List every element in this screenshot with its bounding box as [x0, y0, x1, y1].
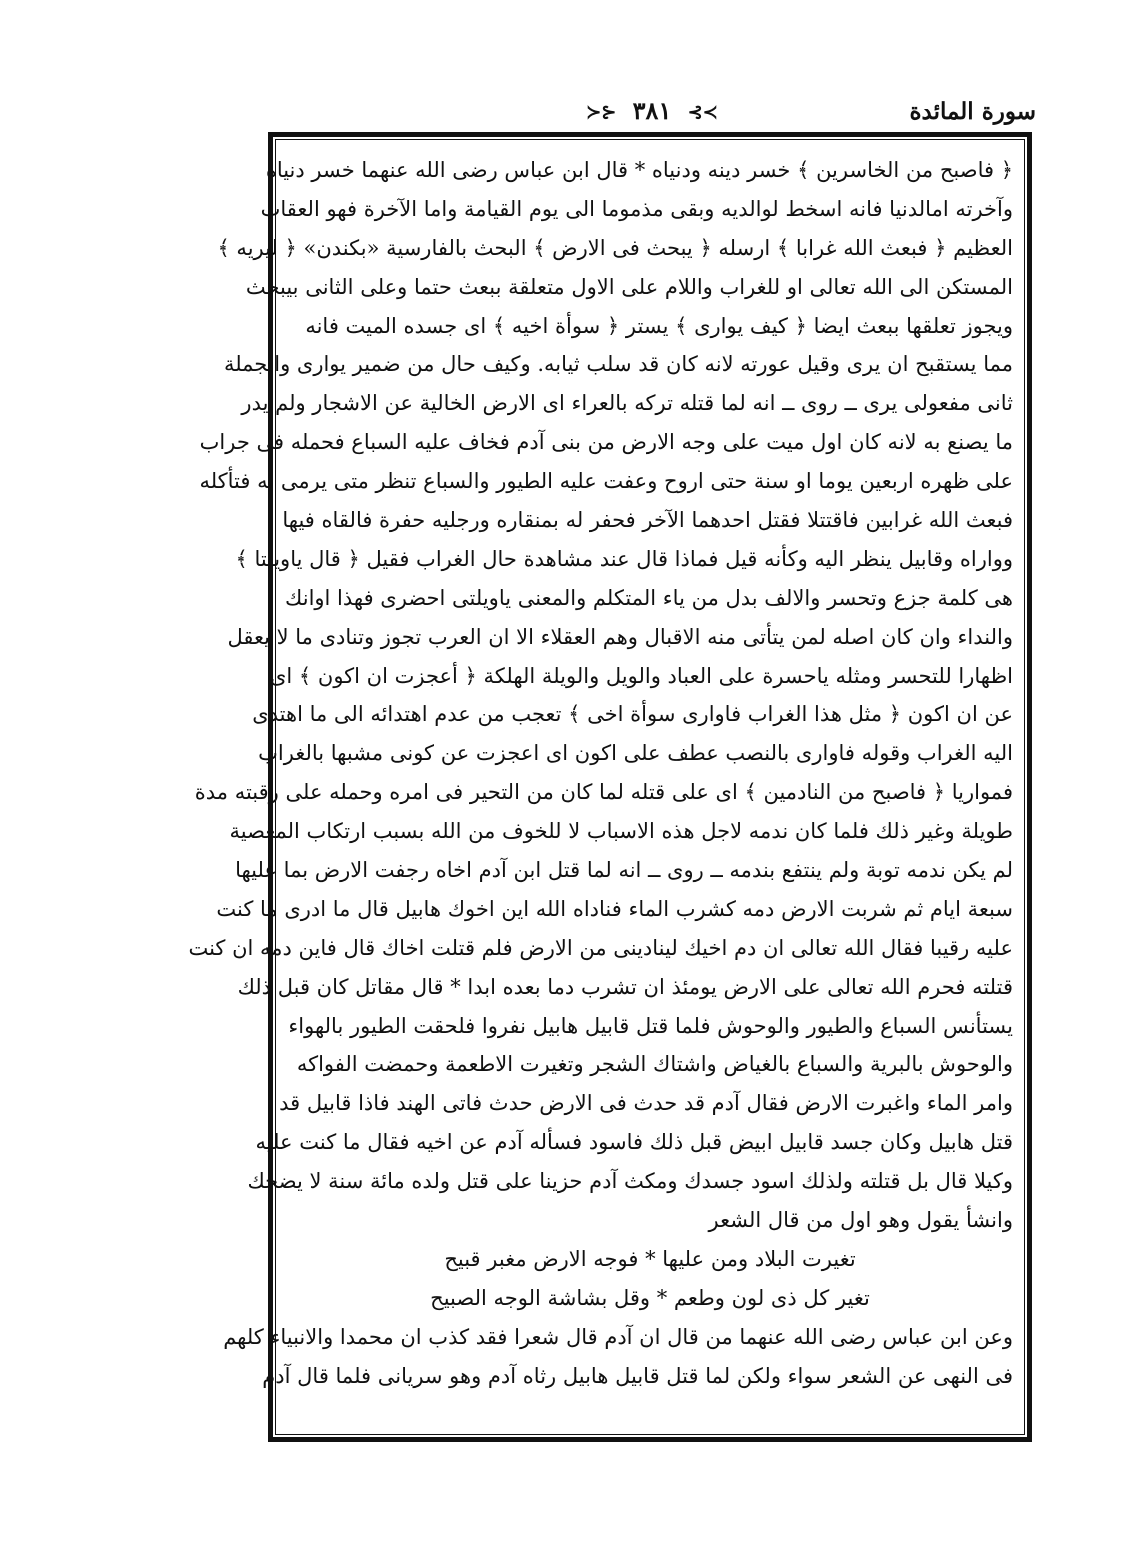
- text-line: طويلة وغير ذلك فلما كان ندمه لاجل هذه الاسباب لا للخوف من الله بسبب ارتكاب المعصية: [229, 819, 1013, 844]
- text-line: فى النهى عن الشعر سواء ولكن لما قتل قابيل هابيل رثاه آدم وهو سريانى فلما قال آدم: [262, 1363, 1013, 1388]
- text-line: عن ان اكون ﴿ مثل هذا الغراب فاوارى سوأة اخى ﴾ تعجب من عدم اهتدائه الى ما اهتدى: [252, 702, 1013, 727]
- text-line: والوحوش بالبرية والسباع بالغياض واشتاك الشجر وتغيرت الاطعمة وحمضت الفواكه: [296, 1052, 1013, 1077]
- page-header: [268, 96, 1036, 130]
- text-line: فبعث الله غرابين فاقتتلا فقتل احدهما الآخر فحفر له بمنقاره ورجليه حفرة فالقاه فيها: [282, 508, 1013, 533]
- text-line: المستكن الى الله تعالى او للغراب واللام على الاول متعلقة ببعث حتما وعلى الثانى بيبحث: [245, 274, 1013, 299]
- text-line: ﴿ فاصبح من الخاسرين ﴾ خسر دينه ودنياه * قال ابن عباس رضى الله عنهما خسر دنياه: [265, 158, 1013, 182]
- page-number-block: [586, 96, 718, 125]
- text-line: لم يكن ندمه توبة ولم ينتفع بندمه ــ روى ــ انه لما قتل ابن آدم اخاه رجفت الارض بما عليها: [235, 858, 1013, 883]
- text-line: العظيم ﴿ فبعث الله غرابا ﴾ ارسله ﴿ يبحث فى الارض ﴾ البحث بالفارسية «بكندن» ﴿ ليريه ﴾: [217, 235, 1013, 260]
- text-line: وواراه وقابيل ينظر اليه وكأنه قيل فماذا قال عند مشاهدة حال الغراب فقيل ﴿ قال ياويلتا ﴾: [235, 546, 1013, 571]
- text-line: وامر الماء واغبرت الارض فقال آدم قد حدث فى الارض حدث فاتى الهند فاذا قابيل قد: [279, 1091, 1013, 1116]
- text-frame: [188, 132, 1032, 1442]
- ornament-left-icon: ⊰≺: [586, 102, 617, 123]
- text-line: وانشأ يقول وهو اول من قال الشعر: [708, 1208, 1013, 1233]
- text-line: على ظهره اربعين يوما او سنة حتى اروح وعفت عليه الطيور والسباع تنظر متى يرمى به فتأكله: [199, 469, 1013, 494]
- poem-verse: تغيرت البلاد ومن عليها * فوجه الارض مغبر قبيح: [444, 1246, 856, 1271]
- text-line: ويجوز تعلقها ببعث ايضا ﴿ كيف يوارى ﴾ يستر ﴿ سوأة اخيه ﴾ اى جسده الميت فانه: [305, 313, 1013, 338]
- text-line: اظهارا للتحسر ومثله ياحسرة على العباد والويل والويلة الهلكة ﴿ أعجزت ان اكون ﴾ اى: [269, 663, 1013, 688]
- sura-title: سورة المائدة: [909, 98, 1036, 125]
- text-line: ما يصنع به لانه كان اول ميت على وجه الارض من بنى آدم فخاف عليه السباع فحمله فى جراب: [199, 430, 1013, 455]
- text-line: ثانى مفعولى يرى ــ روى ــ انه لما قتله تركه بالعراء اى الارض الخالية عن الاشجار ولم يدر: [241, 391, 1013, 416]
- text-line: والنداء وان كان اصله لمن يتأتى منه الاقبال وهم العقلاء الا ان العرب تجوز وتنادى ما لا يعقل: [227, 624, 1013, 649]
- body-text: [188, 151, 1013, 1396]
- text-line: قتل هابيل وكان جسد قابيل ابيض قبل ذلك فاسود فسأله آدم عن اخيه فقال ما كنت عليه: [255, 1130, 1013, 1155]
- text-line: فمواريا ﴿ فاصبح من النادمين ﴾ اى على قتله لما كان من التحير فى امره وحمله على رقبته مدة: [194, 780, 1013, 805]
- text-line: وكيلا قال بل قتلته ولذلك اسود جسدك ومكث آدم حزينا على قتل ولده مائة سنة لا يضحك: [247, 1169, 1013, 1194]
- poem-verse: تغير كل ذى لون وطعم * وقل بشاشة الوجه الصبيح: [430, 1285, 870, 1310]
- text-line: سبعة ايام ثم شربت الارض دمه كشرب الماء فناداه الله اين اخوك هابيل قال ما ادرى ما كنت: [216, 896, 1013, 921]
- text-line: اليه الغراب وقوله فاوارى بالنصب عطف على اكون اى اعجزت عن كونى مشبها بالغراب: [258, 741, 1013, 766]
- text-line: وآخرته امالدنيا فانه اسخط لوالديه وبقى مذموما الى يوم القيامة واما الآخرة فهو العقاب: [260, 196, 1013, 221]
- text-line: عليه رقيبا فقال الله تعالى ان دم اخيك لينادينى من الارض فلم قتلت اخاك قال فاين دمه ان كنت: [188, 935, 1013, 960]
- text-line: وعن ابن عباس رضى الله عنهما من قال ان آدم قال شعرا فقد كذب ان محمدا والانبياء كلهم: [223, 1324, 1013, 1349]
- text-line: مما يستقبح ان يرى وقيل عورته لانه كان قد سلب ثيابه. وكيف حال من ضمير يوارى والجملة: [223, 352, 1013, 377]
- text-line: قتلته فحرم الله تعالى على الارض يومئذ ان تشرب دما بعده ابدا * قال مقاتل كان قبل ذلك: [237, 974, 1013, 999]
- text-line: يستأنس السباع والطيور والوحوش فلما قتل قابيل هابيل نفروا فلحقت الطيور بالهواء: [288, 1013, 1013, 1038]
- text-line: هى كلمة جزع وتحسر والالف بدل من ياء المتكلم والمعنى ياويلتى احضرى فهذا اوانك: [285, 585, 1013, 610]
- ornament-right-icon: ≻⊱: [687, 102, 718, 123]
- page-number: ٣٨١: [632, 96, 672, 125]
